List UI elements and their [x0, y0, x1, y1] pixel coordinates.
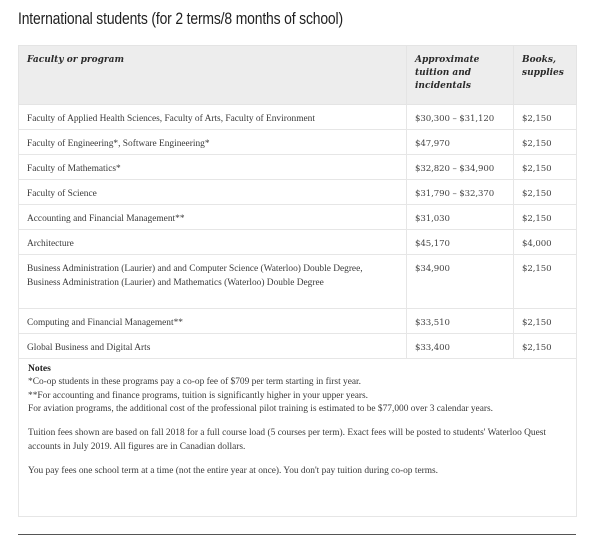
program-cell: Faculty of Mathematics* — [19, 155, 407, 180]
notes-paragraph: Tuition fees shown are based on fall 2018 for a full course load (5 courses per term). Exact fees will be posted to students' Waterloo Quest accounts in July 2019. All figures are in Canadian dollars. — [28, 428, 546, 452]
program-cell: Architecture — [19, 230, 407, 255]
books-cell: $2,150 — [514, 334, 577, 359]
program-cell: Faculty of Science — [19, 180, 407, 205]
note-line: **For accounting and finance programs, tuition is significantly higher in your upper years. — [28, 390, 369, 401]
note-line: For aviation programs, the additional cost of the professional pilot training is estimated to be $77,000 over 3 calendar years. — [28, 404, 493, 415]
books-cell: $2,150 — [514, 155, 577, 180]
books-cell: $2,150 — [514, 130, 577, 155]
table-row — [19, 130, 577, 155]
tuition-cell: $33,400 — [407, 334, 514, 359]
books-cell: $2,150 — [514, 180, 577, 205]
notes-box — [18, 357, 577, 517]
program-cell: Computing and Financial Management** — [19, 309, 407, 334]
program-cell: Global Business and Digital Arts — [19, 334, 407, 359]
tuition-cell: $33,510 — [407, 309, 514, 334]
program-cell: Business Administration (Laurier) and and Computer Science (Waterloo) Double Degree, Business Administration (Laurier) and Mathematics (Waterloo) Double Degree — [19, 255, 407, 309]
books-cell: $2,150 — [514, 105, 577, 130]
header-tuition: Approximate tuition and incidentals — [407, 46, 514, 105]
notes-paragraph: You pay fees one school term at a time (not the entire year at once). You don't pay tuition during co-op terms. — [28, 465, 439, 476]
table-row — [19, 205, 577, 230]
page-title: International students (for 2 terms/8 months of school) — [18, 9, 343, 28]
table-row — [19, 105, 577, 130]
table-row — [19, 155, 577, 180]
program-cell: Faculty of Applied Health Sciences, Faculty of Arts, Faculty of Environment — [19, 105, 407, 130]
books-cell: $2,150 — [514, 309, 577, 334]
books-cell: $4,000 — [514, 230, 577, 255]
books-cell: $2,150 — [514, 205, 577, 230]
tuition-cell: $34,900 — [407, 255, 514, 309]
header-program: Faculty or program — [19, 46, 407, 105]
horizontal-divider — [18, 534, 576, 535]
table-row — [19, 180, 577, 205]
tuition-cell: $32,820 – $34,900 — [407, 155, 514, 180]
table-row — [19, 309, 577, 334]
tuition-table — [18, 45, 577, 359]
program-cell: Faculty of Engineering*, Software Engineering* — [19, 130, 407, 155]
program-cell: Accounting and Financial Management** — [19, 205, 407, 230]
note-line: *Co-op students in these programs pay a co-op fee of $709 per term starting in first year. — [28, 376, 361, 387]
table-row — [19, 255, 577, 309]
tuition-cell: $45,170 — [407, 230, 514, 255]
table-row — [19, 334, 577, 359]
tuition-cell: $31,030 — [407, 205, 514, 230]
tuition-cell: $30,300 – $31,120 — [407, 105, 514, 130]
table-header-row — [19, 46, 577, 105]
header-books: Books, supplies — [514, 46, 577, 105]
books-cell: $2,150 — [514, 255, 577, 309]
table-row — [19, 230, 577, 255]
tuition-cell: $47,970 — [407, 130, 514, 155]
notes-heading: Notes — [28, 363, 51, 374]
tuition-cell: $31,790 – $32,370 — [407, 180, 514, 205]
